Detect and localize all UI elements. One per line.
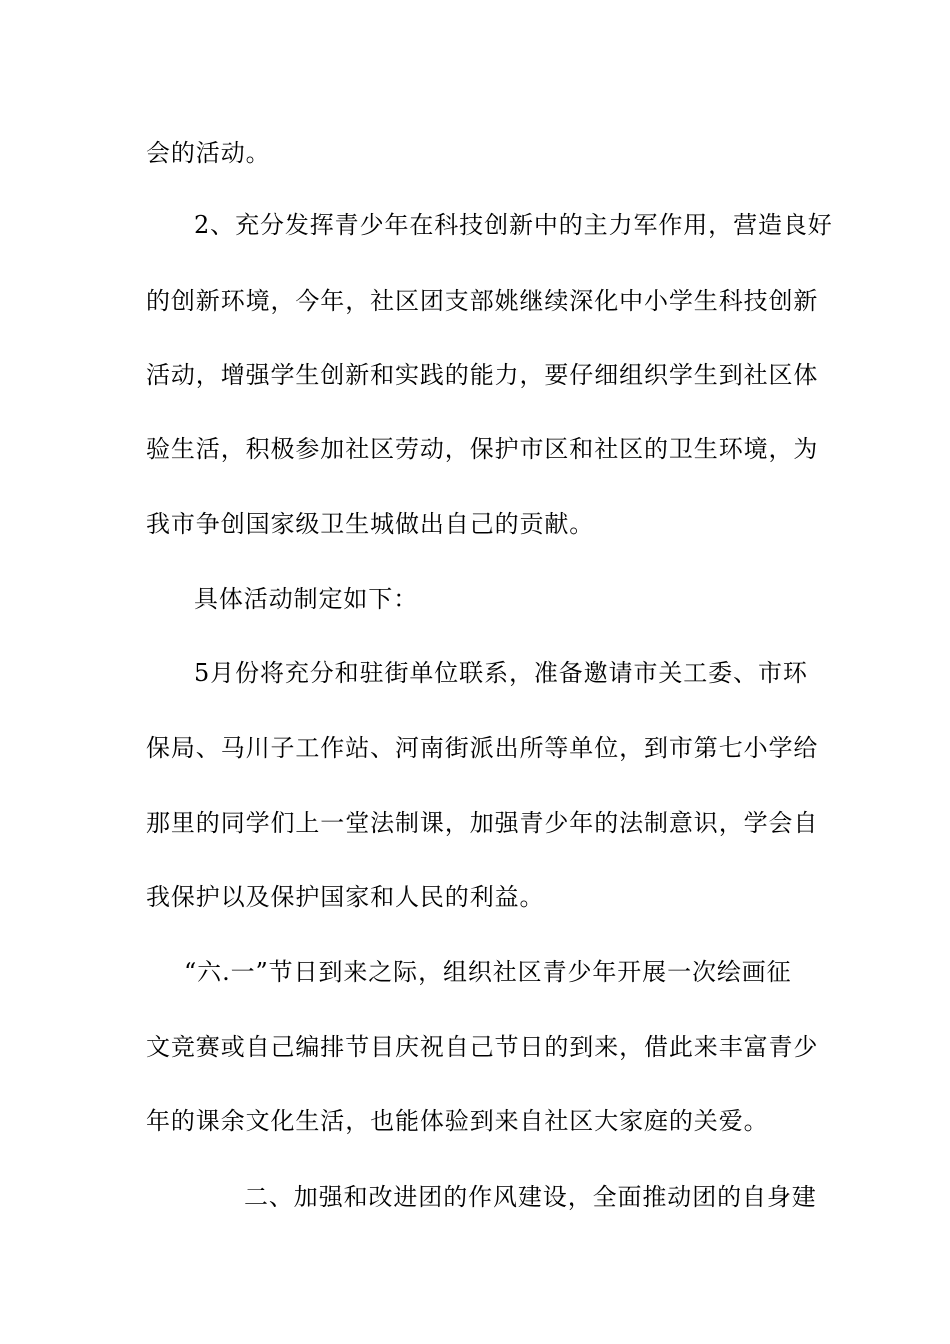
text-line: “六.一”节日到来之际，组织社区青少年开展一次绘画征 <box>184 958 792 986</box>
text-line: 保局、马川子工作站、河南街派出所等单位，到市第七小学给 <box>146 734 819 762</box>
text-line: 具体活动制定如下： <box>194 585 419 613</box>
text-line: 活动，增强学生创新和实践的能力，要仔细组织学生到社区体 <box>146 361 819 389</box>
text-line: 那里的同学们上一堂法制课，加强青少年的法制意识，学会自 <box>146 809 819 837</box>
text-line: 年的课余文化生活，也能体验到来自社区大家庭的关爱。 <box>146 1107 769 1135</box>
text-line: 的创新环境，今年，社区团支部姚继续深化中小学生科技创新 <box>146 287 819 315</box>
text-line: 我保护以及保护国家和人民的利益。 <box>146 883 545 911</box>
text-line: 2、充分发挥青少年在科技创新中的主力军作用，营造良好 <box>194 211 833 239</box>
text-line: 二、加强和改进团的作风建设，全面推动团的自身建 <box>244 1183 817 1211</box>
text-line: 验生活，积极参加社区劳动，保护市区和社区的卫生环境，为 <box>146 435 819 463</box>
text-line: 文竞赛或自己编排节目庆祝自己节日的到来，借此来丰富青少 <box>146 1033 819 1061</box>
text-line: 5月份将充分和驻街单位联系，准备邀请市关工委、市环 <box>194 659 808 687</box>
text-line: 我市争创国家级卫生城做出自己的贡献。 <box>146 510 595 538</box>
text-line: 会的活动。 <box>146 139 271 167</box>
